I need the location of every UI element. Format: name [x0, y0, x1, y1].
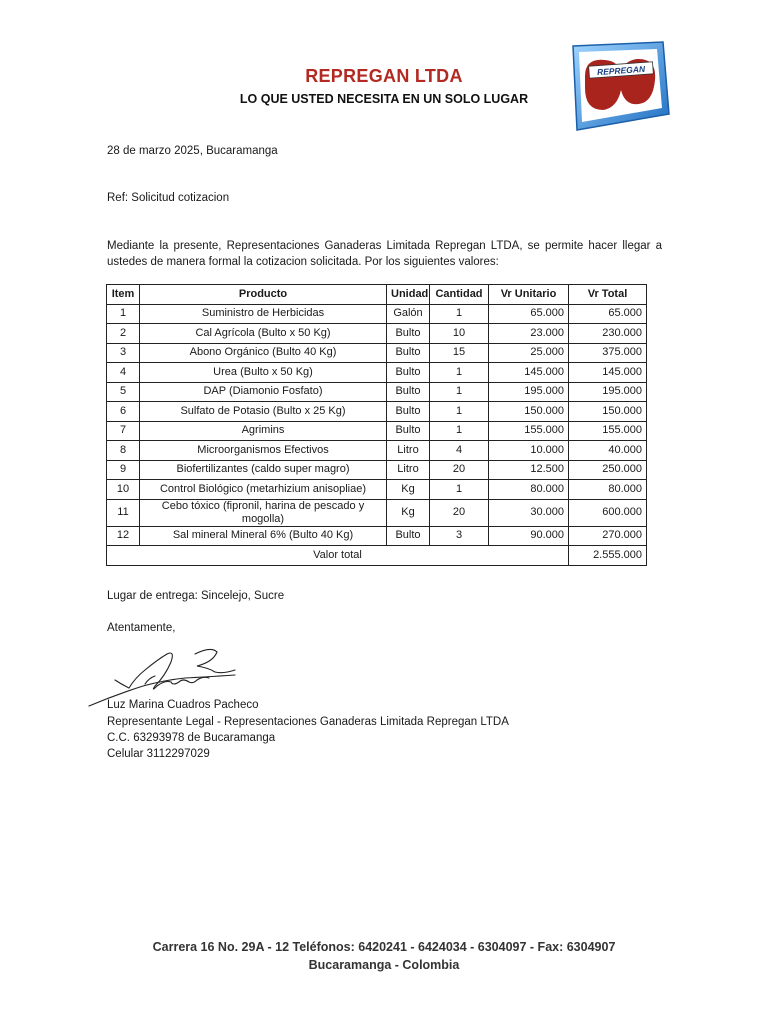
cell-total: 65.000 [569, 304, 647, 324]
cell-total: 230.000 [569, 324, 647, 344]
cell-total: 270.000 [569, 526, 647, 546]
cell-total: 250.000 [569, 460, 647, 480]
table-row [107, 324, 647, 344]
table-row [107, 480, 647, 500]
letter-date: 28 de marzo 2025, Bucaramanga [107, 145, 278, 157]
cell-item: 12 [107, 526, 140, 546]
cell-quantity: 1 [430, 304, 489, 324]
cell-unit: Bulto [387, 402, 430, 422]
table-row [107, 343, 647, 363]
cell-total: 375.000 [569, 343, 647, 363]
cell-unit-price: 145.000 [489, 363, 569, 383]
cell-quantity: 15 [430, 343, 489, 363]
header-total: Vr Total [569, 285, 647, 305]
cell-item: 11 [107, 499, 140, 526]
cell-unit: Bulto [387, 382, 430, 402]
cell-item: 6 [107, 402, 140, 422]
header-item: Item [107, 285, 140, 305]
header-quantity: Cantidad [430, 285, 489, 305]
table-row [107, 441, 647, 461]
cell-unit-price: 90.000 [489, 526, 569, 546]
table-row [107, 382, 647, 402]
cell-quantity: 20 [430, 460, 489, 480]
cell-total: 195.000 [569, 382, 647, 402]
cell-item: 3 [107, 343, 140, 363]
cell-unit-price: 150.000 [489, 402, 569, 422]
cell-product: DAP (Diamonio Fosfato) [140, 382, 387, 402]
cell-unit-price: 25.000 [489, 343, 569, 363]
cell-item: 10 [107, 480, 140, 500]
footer-address: Carrera 16 No. 29A - 12 Teléfonos: 6420241 - 6424034 - 6304097 - Fax: 6304907 [152, 940, 616, 954]
cell-unit-price: 30.000 [489, 499, 569, 526]
table-row [107, 304, 647, 324]
cell-quantity: 1 [430, 402, 489, 422]
cell-product: Cal Agrícola (Bulto x 50 Kg) [140, 324, 387, 344]
cell-item: 5 [107, 382, 140, 402]
cell-quantity: 1 [430, 363, 489, 383]
cell-product: Cebo tóxico (fipronil, harina de pescado y mogolla) [140, 499, 387, 526]
table-header-row [107, 285, 647, 305]
cell-item: 1 [107, 304, 140, 324]
cell-unit-price: 23.000 [489, 324, 569, 344]
cell-total: 145.000 [569, 363, 647, 383]
cell-total: 155.000 [569, 421, 647, 441]
cell-product: Suministro de Herbicidas [140, 304, 387, 324]
cell-quantity: 4 [430, 441, 489, 461]
header-unit-price: Vr Unitario [489, 285, 569, 305]
cell-unit: Galón [387, 304, 430, 324]
cell-product: Sulfato de Potasio (Bulto x 25 Kg) [140, 402, 387, 422]
signer-title: Representante Legal - Representaciones Ganaderas Limitada Repregan LTDA [107, 716, 509, 728]
table-total-row [107, 546, 647, 566]
table-row [107, 460, 647, 480]
repregan-logo [563, 40, 673, 135]
cell-total: 600.000 [569, 499, 647, 526]
letter-body: Mediante la presente, Representaciones Ganaderas Limitada Repregan LTDA, se permite hacer llegar a ustedes de manera formal la cotizacion solicitada. Por los siguientes valores: [107, 240, 662, 268]
cell-unit: Kg [387, 480, 430, 500]
cell-product: Sal mineral Mineral 6% (Bulto 40 Kg) [140, 526, 387, 546]
cell-total: 150.000 [569, 402, 647, 422]
header-unit: Unidad [387, 285, 430, 305]
cell-unit-price: 12.500 [489, 460, 569, 480]
cell-unit: Bulto [387, 324, 430, 344]
cell-unit: Bulto [387, 343, 430, 363]
table-row [107, 526, 647, 546]
header-product: Producto [140, 285, 387, 305]
cell-product: Urea (Bulto x 50 Kg) [140, 363, 387, 383]
cell-unit-price: 195.000 [489, 382, 569, 402]
cell-quantity: 20 [430, 499, 489, 526]
cell-unit: Bulto [387, 363, 430, 383]
table-row [107, 363, 647, 383]
salutation: Atentamente, [107, 622, 176, 634]
cell-unit-price: 10.000 [489, 441, 569, 461]
cell-total: 80.000 [569, 480, 647, 500]
cell-item: 2 [107, 324, 140, 344]
table-row [107, 402, 647, 422]
cell-quantity: 3 [430, 526, 489, 546]
table-row [107, 421, 647, 441]
cell-unit-price: 155.000 [489, 421, 569, 441]
signer-phone: Celular 3112297029 [107, 748, 210, 760]
cell-product: Biofertilizantes (caldo super magro) [140, 460, 387, 480]
delivery-place: Lugar de entrega: Sincelejo, Sucre [107, 590, 285, 602]
letter-reference: Ref: Solicitud cotizacion [107, 192, 230, 204]
total-value: 2.555.000 [569, 546, 647, 566]
cell-product: Microorganismos Efectivos [140, 441, 387, 461]
footer-city: Bucaramanga - Colombia [308, 958, 460, 972]
cell-quantity: 10 [430, 324, 489, 344]
cell-product: Agrimins [140, 421, 387, 441]
cell-unit: Litro [387, 460, 430, 480]
cell-unit-price: 65.000 [489, 304, 569, 324]
company-slogan: LO QUE USTED NECESITA EN UN SOLO LUGAR [239, 92, 529, 106]
company-name: REPREGAN LTDA [305, 66, 463, 86]
cell-total: 40.000 [569, 441, 647, 461]
cell-unit: Kg [387, 499, 430, 526]
cell-unit: Litro [387, 441, 430, 461]
cell-unit: Bulto [387, 421, 430, 441]
cell-quantity: 1 [430, 421, 489, 441]
cell-item: 9 [107, 460, 140, 480]
cell-quantity: 1 [430, 480, 489, 500]
cell-unit-price: 80.000 [489, 480, 569, 500]
signer-id: C.C. 63293978 de Bucaramanga [107, 732, 276, 744]
quotation-table [106, 284, 647, 566]
cell-item: 4 [107, 363, 140, 383]
cell-item: 7 [107, 421, 140, 441]
signer-name: Luz Marina Cuadros Pacheco [107, 699, 259, 711]
cell-quantity: 1 [430, 382, 489, 402]
logo-text: REPREGAN [596, 63, 646, 78]
cell-unit: Bulto [387, 526, 430, 546]
cell-product: Abono Orgánico (Bulto 40 Kg) [140, 343, 387, 363]
table-row [107, 499, 647, 526]
cell-item: 8 [107, 441, 140, 461]
cell-product: Control Biológico (metarhizium anisopliae) [140, 480, 387, 500]
total-label: Valor total [107, 546, 569, 566]
